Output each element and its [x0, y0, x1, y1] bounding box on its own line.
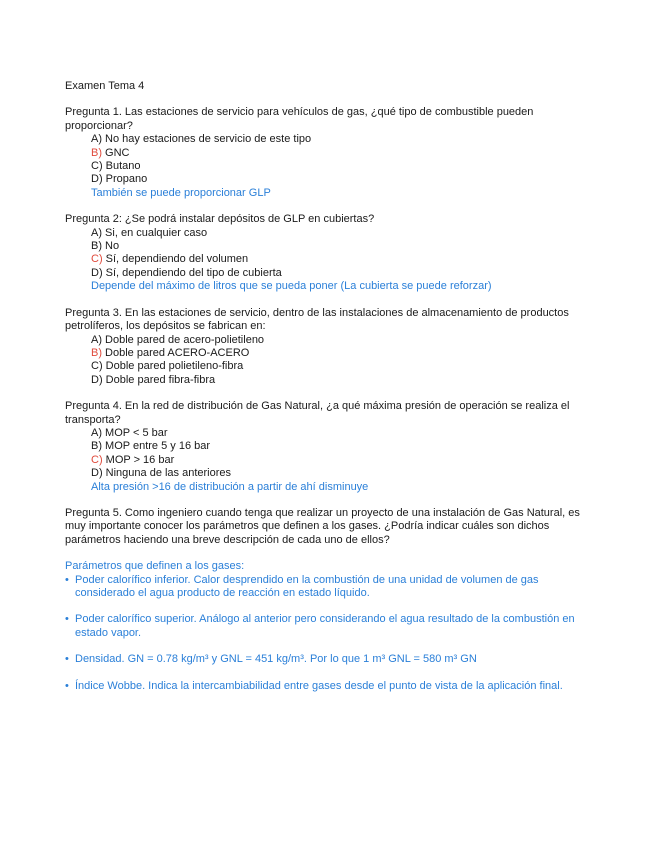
option-letter: B)	[91, 440, 102, 453]
list-item-text: Índice Wobbe. Indica la intercambiabilidad entre gases desde el punto de vista de la aplicación final.	[75, 679, 563, 692]
list-item	[65, 680, 590, 693]
option-a	[91, 227, 590, 240]
option-c	[91, 454, 590, 467]
bullet-icon: •	[65, 573, 69, 586]
option-letter: C)	[91, 160, 103, 173]
option-letter: B)	[91, 240, 102, 253]
question-5	[65, 507, 590, 547]
option-letter: A)	[91, 426, 102, 439]
option-d	[91, 267, 590, 280]
option-a	[91, 427, 590, 440]
option-text: Doble pared ACERO-ACERO	[102, 346, 250, 359]
question-text: Pregunta 1. Las estaciones de servicio para vehículos de gas, ¿qué tipo de combustible pueden proporcionar?	[65, 106, 534, 132]
option-text: MOP entre 5 y 16 bar	[102, 440, 211, 453]
bullet-icon: •	[65, 679, 69, 692]
question-text: Pregunta 3. En las estaciones de servicio, dentro de las instalaciones de almacenamiento de productos petrolíferos, los depósitos se fabrican en:	[65, 306, 569, 333]
option-a	[91, 334, 590, 347]
option-letter-correct: B)	[91, 146, 102, 159]
option-letter-correct: C)	[91, 453, 103, 466]
option-text: Doble pared de acero-polietileno	[102, 333, 265, 346]
option-b	[91, 147, 590, 160]
option-d	[91, 467, 590, 480]
option-text: Propano	[102, 173, 148, 186]
exam-title: Examen Tema 4	[65, 80, 145, 92]
option-text: Doble pared polietileno-fibra	[102, 360, 244, 373]
option-letter: A)	[91, 226, 102, 239]
bullet-icon: •	[65, 613, 69, 626]
option-letter: D)	[91, 173, 103, 186]
option-d	[91, 173, 590, 186]
option-b	[91, 347, 590, 360]
option-c	[91, 160, 590, 173]
option-letter: C)	[91, 360, 103, 373]
list-item	[65, 653, 590, 666]
answer-note: Depende del máximo de litros que se pueda poner (La cubierta se puede reforzar)	[91, 280, 492, 293]
question-1	[65, 106, 590, 200]
option-text: Sí, dependiendo del volumen	[102, 253, 249, 266]
answer-list	[65, 574, 590, 693]
question-2	[65, 213, 590, 293]
option-text: Si, en cualquier caso	[102, 226, 208, 239]
list-item-text: Densidad. GN = 0.78 kg/m³ y GNL = 451 kg/m³. Por lo que 1 m³ GNL = 580 m³ GN	[75, 653, 477, 666]
option-letter: A)	[91, 333, 102, 346]
list-item	[65, 574, 590, 601]
question-3	[65, 307, 590, 387]
exam-page	[65, 80, 590, 706]
option-letter-correct: C)	[91, 253, 103, 266]
answer-block	[65, 560, 590, 693]
option-d	[91, 374, 590, 387]
option-a	[91, 133, 590, 146]
answer-note: También se puede proporcionar GLP	[91, 186, 271, 199]
option-text: MOP < 5 bar	[102, 426, 168, 439]
bullet-icon: •	[65, 653, 69, 666]
option-text: No hay estaciones de servicio de este tipo	[102, 133, 312, 146]
option-c	[91, 253, 590, 266]
list-item	[65, 613, 590, 640]
question-4	[65, 400, 590, 494]
answer-note: Alta presión >16 de distribución a partir de ahí disminuye	[91, 480, 369, 493]
answer-heading: Parámetros que definen a los gases:	[65, 560, 245, 573]
option-text: Sí, dependiendo del tipo de cubierta	[102, 266, 282, 279]
question-text: Pregunta 4. En la red de distribución de Gas Natural, ¿a qué máxima presión de operación se realiza el transporta?	[65, 400, 570, 426]
option-b	[91, 240, 590, 253]
option-letter: D)	[91, 266, 103, 279]
option-letter: A)	[91, 133, 102, 146]
option-letter: D)	[91, 373, 103, 386]
option-letter: D)	[91, 467, 103, 480]
option-c	[91, 360, 590, 373]
option-text: MOP > 16 bar	[102, 453, 175, 466]
option-text: Doble pared fibra-fibra	[102, 373, 216, 386]
option-text: No	[102, 240, 120, 253]
question-text: Pregunta 2: ¿Se podrá instalar depósitos de GLP en cubiertas?	[65, 213, 375, 226]
option-text: Ninguna de las anteriores	[102, 467, 232, 480]
option-text: GNC	[102, 146, 130, 159]
question-text: Pregunta 5. Como ingeniero cuando tenga que realizar un proyecto de una instalación de Gas Natural, es muy importante conocer los parámetros que definen a los gases. ¿Podría indicar cuáles son dichos parámetros haciendo una breve descripción de cada uno de ellos?	[65, 506, 580, 546]
list-item-text: Poder calorífico inferior. Calor desprendido en la combustión de una unidad de volumen de gas considerado el agua producto de reacción en estado líquido.	[75, 573, 539, 599]
option-b	[91, 440, 590, 453]
option-letter-correct: B)	[91, 346, 102, 359]
list-item-text: Poder calorífico superior. Análogo al anterior pero considerando el agua resultado de la combustión en estado vapor.	[75, 613, 575, 639]
option-text: Butano	[102, 160, 141, 173]
